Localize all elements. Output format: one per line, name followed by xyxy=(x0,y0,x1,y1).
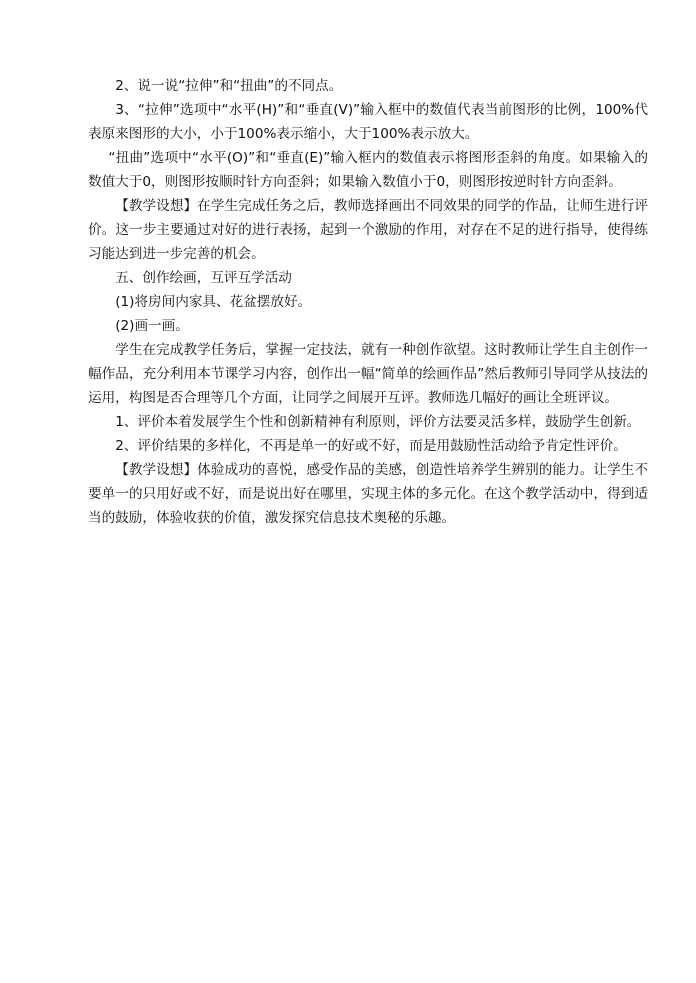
paragraph-evaluation-principle: 1、评价本着发展学生个性和创新精神有利原则，评价方法要灵活多样，鼓励学生创新。 xyxy=(115,414,641,430)
paragraph-student-creation: 学生在完成教学任务后，掌握一定技法，就有一种创作欲望。这时教师让学生自主创作一幅作品，充分利用本节课学习内容，创作出一幅“简单的绘画作品”然后教师引导同学从技法的运用，构图是否合理等几个方面，让同学之间展开互评。教师选几幅好的画让全班评议。 xyxy=(88,342,648,406)
section-heading-creation: 五、创作绘画，互评互学活动 xyxy=(115,270,292,286)
paragraph-evaluation-diversity: 2、评价结果的多样化，不再是单一的好或不好，而是用鼓励性活动给予肯定性评价。 xyxy=(115,438,627,454)
list-item-draw: (2)画一画。 xyxy=(115,318,189,334)
paragraph-skew-values: “扭曲”选项中“水平(O)”和“垂直(E)”输入框内的数值表示将图形歪斜的角度。如果输入的数值大于0，则图形按顺时针方向歪斜；如果输入数值小于0，则图形按逆时针方向歪斜。 xyxy=(88,150,648,190)
paragraph-compare-stretch-skew: 2、说一说“拉伸”和“扭曲”的不同点。 xyxy=(115,78,343,94)
list-item-arrange-furniture: (1)将房间内家具、花盆摆放好。 xyxy=(115,294,312,310)
paragraph-teaching-idea-2: 【教学设想】体验成功的喜悦，感受作品的美感，创造性培养学生辨别的能力。让学生不要单一的只用好或不好，而是说出好在哪里，实现主体的多元化。在这个教学活动中，得到适当的鼓励，体验收获的价值，激发探究信息技术奥秘的乐趣。 xyxy=(88,462,648,526)
document-body xyxy=(88,74,648,530)
paragraph-teaching-idea-1: 【教学设想】在学生完成任务之后，教师选择画出不同效果的同学的作品，让师生进行评价。这一步主要通过对好的进行表扬，起到一个激励的作用，对存在不足的进行指导，使得练习能达到进一步完善的机会。 xyxy=(88,198,648,262)
paragraph-stretch-values: 3、“拉伸”选项中“水平(H)”和“垂直(V)”输入框中的数值代表当前图形的比例，100%代表原来图形的大小，小于100%表示缩小，大于100%表示放大。 xyxy=(88,102,648,142)
